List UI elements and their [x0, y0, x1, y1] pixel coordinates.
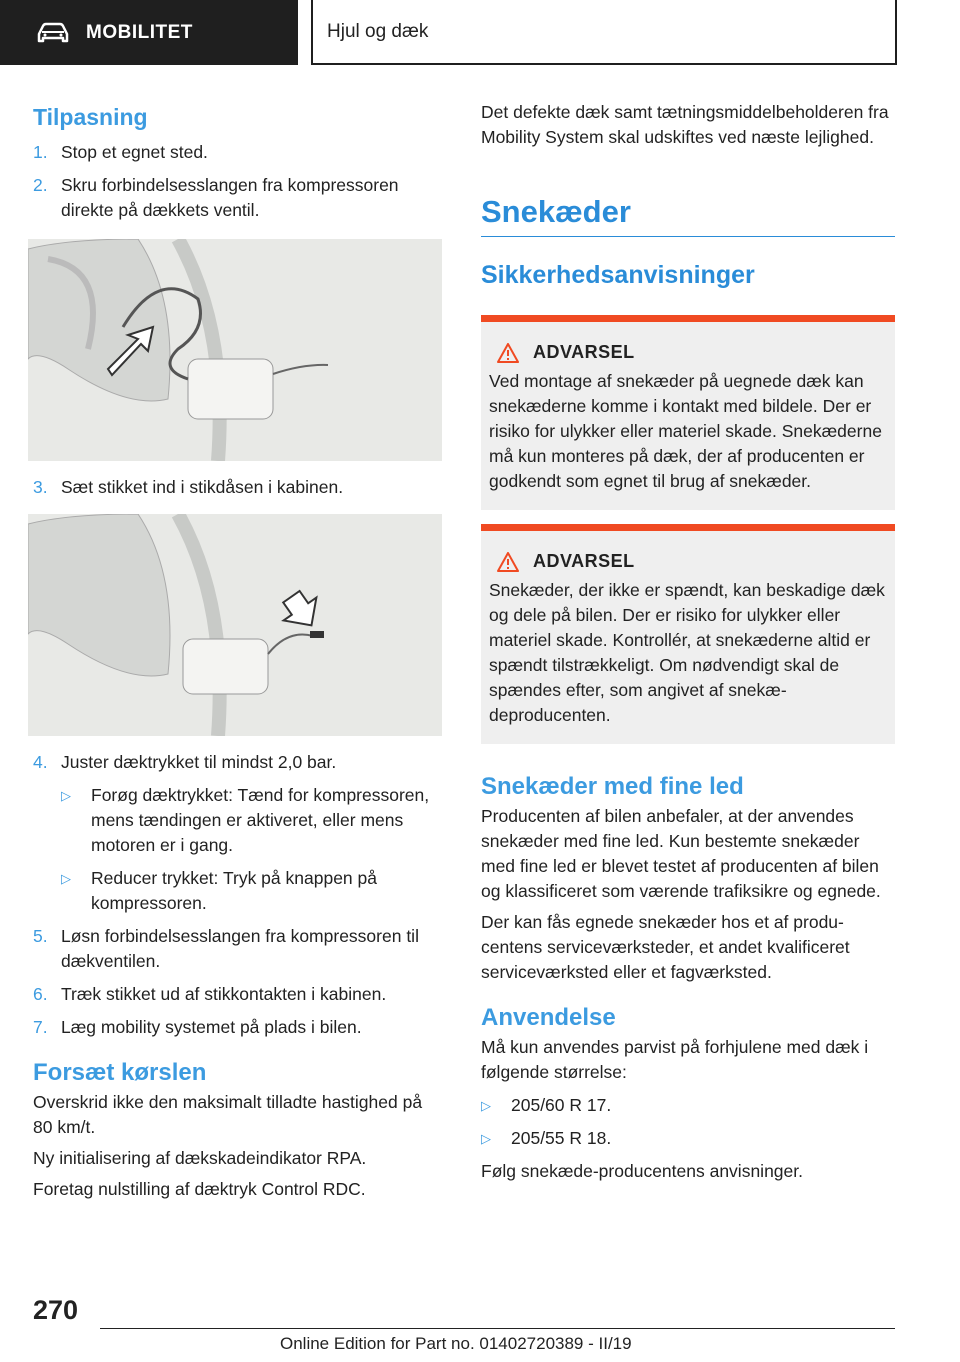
- section-title: MOBILITET: [86, 21, 193, 43]
- warning-text: Snekæder, der ikke er spændt, kan beskadige dæk og dele på bilen. Der er risiko for ulykker eller materiel skade. Kontrollér, at snekæderne altid er spændt tilstrækkeligt. Om nødvendigt skal de spændes efter, som angivet af snekædeproducenten.: [489, 580, 885, 725]
- heading-rule: [481, 236, 895, 237]
- sub-item: [61, 866, 443, 916]
- sub-item-text: Forøg dæktrykket: Tænd for kompressoren, mens tændingen er aktiveret, eller mens motoren er i gang.: [91, 785, 430, 855]
- warning-triangle-icon: [497, 343, 519, 363]
- step-number: 4.: [33, 752, 48, 772]
- step-number: 3.: [33, 477, 48, 497]
- list-item: [33, 173, 443, 223]
- illustration-compressor-valve: [28, 239, 442, 461]
- list-item: [481, 1126, 895, 1151]
- sub-item: [61, 783, 443, 858]
- triangle-bullet-icon: ▷: [481, 1131, 491, 1146]
- triangle-bullet-icon: ▷: [61, 788, 71, 803]
- step-text: Læg mobility systemet på plads i bilen.: [61, 1017, 362, 1037]
- left-column: [33, 100, 443, 1202]
- heading-snekaeder: Snekæder: [481, 194, 631, 229]
- list-item: [33, 924, 443, 974]
- list-item: [33, 982, 443, 1007]
- triangle-bullet-icon: ▷: [61, 871, 71, 886]
- warning-box: [481, 524, 895, 744]
- step-text: Stop et egnet sted.: [61, 142, 208, 162]
- paragraph: Ny initialisering af dækskadeindikator RPA.: [33, 1148, 367, 1168]
- footer-edition: Online Edition for Part no. 01402720389 - II/19: [280, 1334, 632, 1353]
- paragraph: Foretag nulstilling af dæktryk Control RDC.: [33, 1179, 366, 1199]
- steps-list-3: [33, 475, 443, 500]
- chapter-tab: [311, 0, 897, 65]
- step-text: Træk stikket ud af stikkontakten i kabinen.: [61, 984, 387, 1004]
- step-text: Juster dæktrykket til mindst 2,0 bar.: [61, 752, 337, 772]
- step-number: 7.: [33, 1017, 48, 1037]
- tire-size: 205/60 R 17.: [511, 1095, 612, 1115]
- triangle-bullet-icon: ▷: [481, 1098, 491, 1113]
- steps-list-b: [33, 924, 443, 1040]
- sub-item-text: Reducer trykket: Tryk på knappen på kompressoren.: [91, 868, 377, 913]
- page-number: 270: [33, 1295, 79, 1325]
- section-tab: [0, 0, 298, 65]
- warning-title: ADVARSEL: [533, 551, 635, 571]
- warning-triangle-icon: [497, 552, 519, 572]
- right-column: [481, 100, 895, 1184]
- warning-header: [489, 340, 887, 365]
- steps-list-4: [33, 750, 443, 775]
- heading-anvendelse: Anvendelse: [481, 1004, 616, 1031]
- heading-tilpasning: Tilpasning: [33, 104, 148, 130]
- warning-header: [489, 549, 887, 574]
- step-text: Løsn forbindelsesslangen fra kompressoren til dækventilen.: [61, 926, 419, 971]
- illustration-compressor-plug: [28, 514, 442, 736]
- heading-sikkerhedsanvisninger: Sikkerhedsanvisninger: [481, 261, 755, 289]
- list-item: [33, 475, 443, 500]
- step-text: Skru forbindelsesslangen fra kompressoren direkte på dækkets ventil.: [61, 175, 399, 220]
- list-item: [481, 1093, 895, 1118]
- intro-paragraph: Det defekte dæk samt tætningsmiddelbeholderen fra Mobility System skal udskiftes ved næste lejlighed.: [481, 102, 889, 147]
- chapter-title: Hjul og dæk: [327, 20, 429, 42]
- tire-size: 205/55 R 18.: [511, 1128, 612, 1148]
- list-item: [33, 750, 443, 775]
- list-item: [33, 140, 443, 165]
- warning-box: [481, 315, 895, 510]
- paragraph: Må kun anvendes parvist på forhjulene med dæk i følgende størrelse:: [481, 1037, 869, 1082]
- step-number: 6.: [33, 984, 48, 1004]
- step-number: 2.: [33, 175, 48, 195]
- paragraph: Der kan fås egnede snekæder hos et af producentens serviceværksteder, et andet kvalificeret serviceværksted eller et fagværksted.: [481, 912, 850, 982]
- step-number: 5.: [33, 926, 48, 946]
- paragraph: Overskrid ikke den maksimalt tilladte hastighed på 80 km/t.: [33, 1092, 423, 1137]
- footer-rule: [100, 1328, 895, 1329]
- paragraph: Følg snekæde-producentens anvisninger.: [481, 1161, 803, 1181]
- warning-title: ADVARSEL: [533, 342, 635, 362]
- step-number: 1.: [33, 142, 48, 162]
- heading-forsaet-korslen: Forsæt kørslen: [33, 1059, 207, 1086]
- heading-fine-led: Snekæder med fine led: [481, 773, 744, 800]
- car-icon: [36, 22, 70, 44]
- list-item: [33, 1015, 443, 1040]
- step-text: Sæt stikket ind i stikdåsen i kabinen.: [61, 477, 344, 497]
- steps-list-a: [33, 140, 443, 223]
- paragraph: Producenten af bilen anbefaler, at der anvendes snekæder med fine led. Kun bestemte snekæder med fine led er blevet testet af producenten af bilen og klassificeret som værende trafiksikre og egnede.: [481, 806, 881, 901]
- warning-text: Ved montage af snekæder på uegnede dæk kan snekæderne komme i kontakt med bildele. Der er risiko for ulykker eller materiel skade. Snekæderne må kun monteres på dæk, der af producenten er godkendt som egnet til brug af snekæder.: [489, 371, 882, 491]
